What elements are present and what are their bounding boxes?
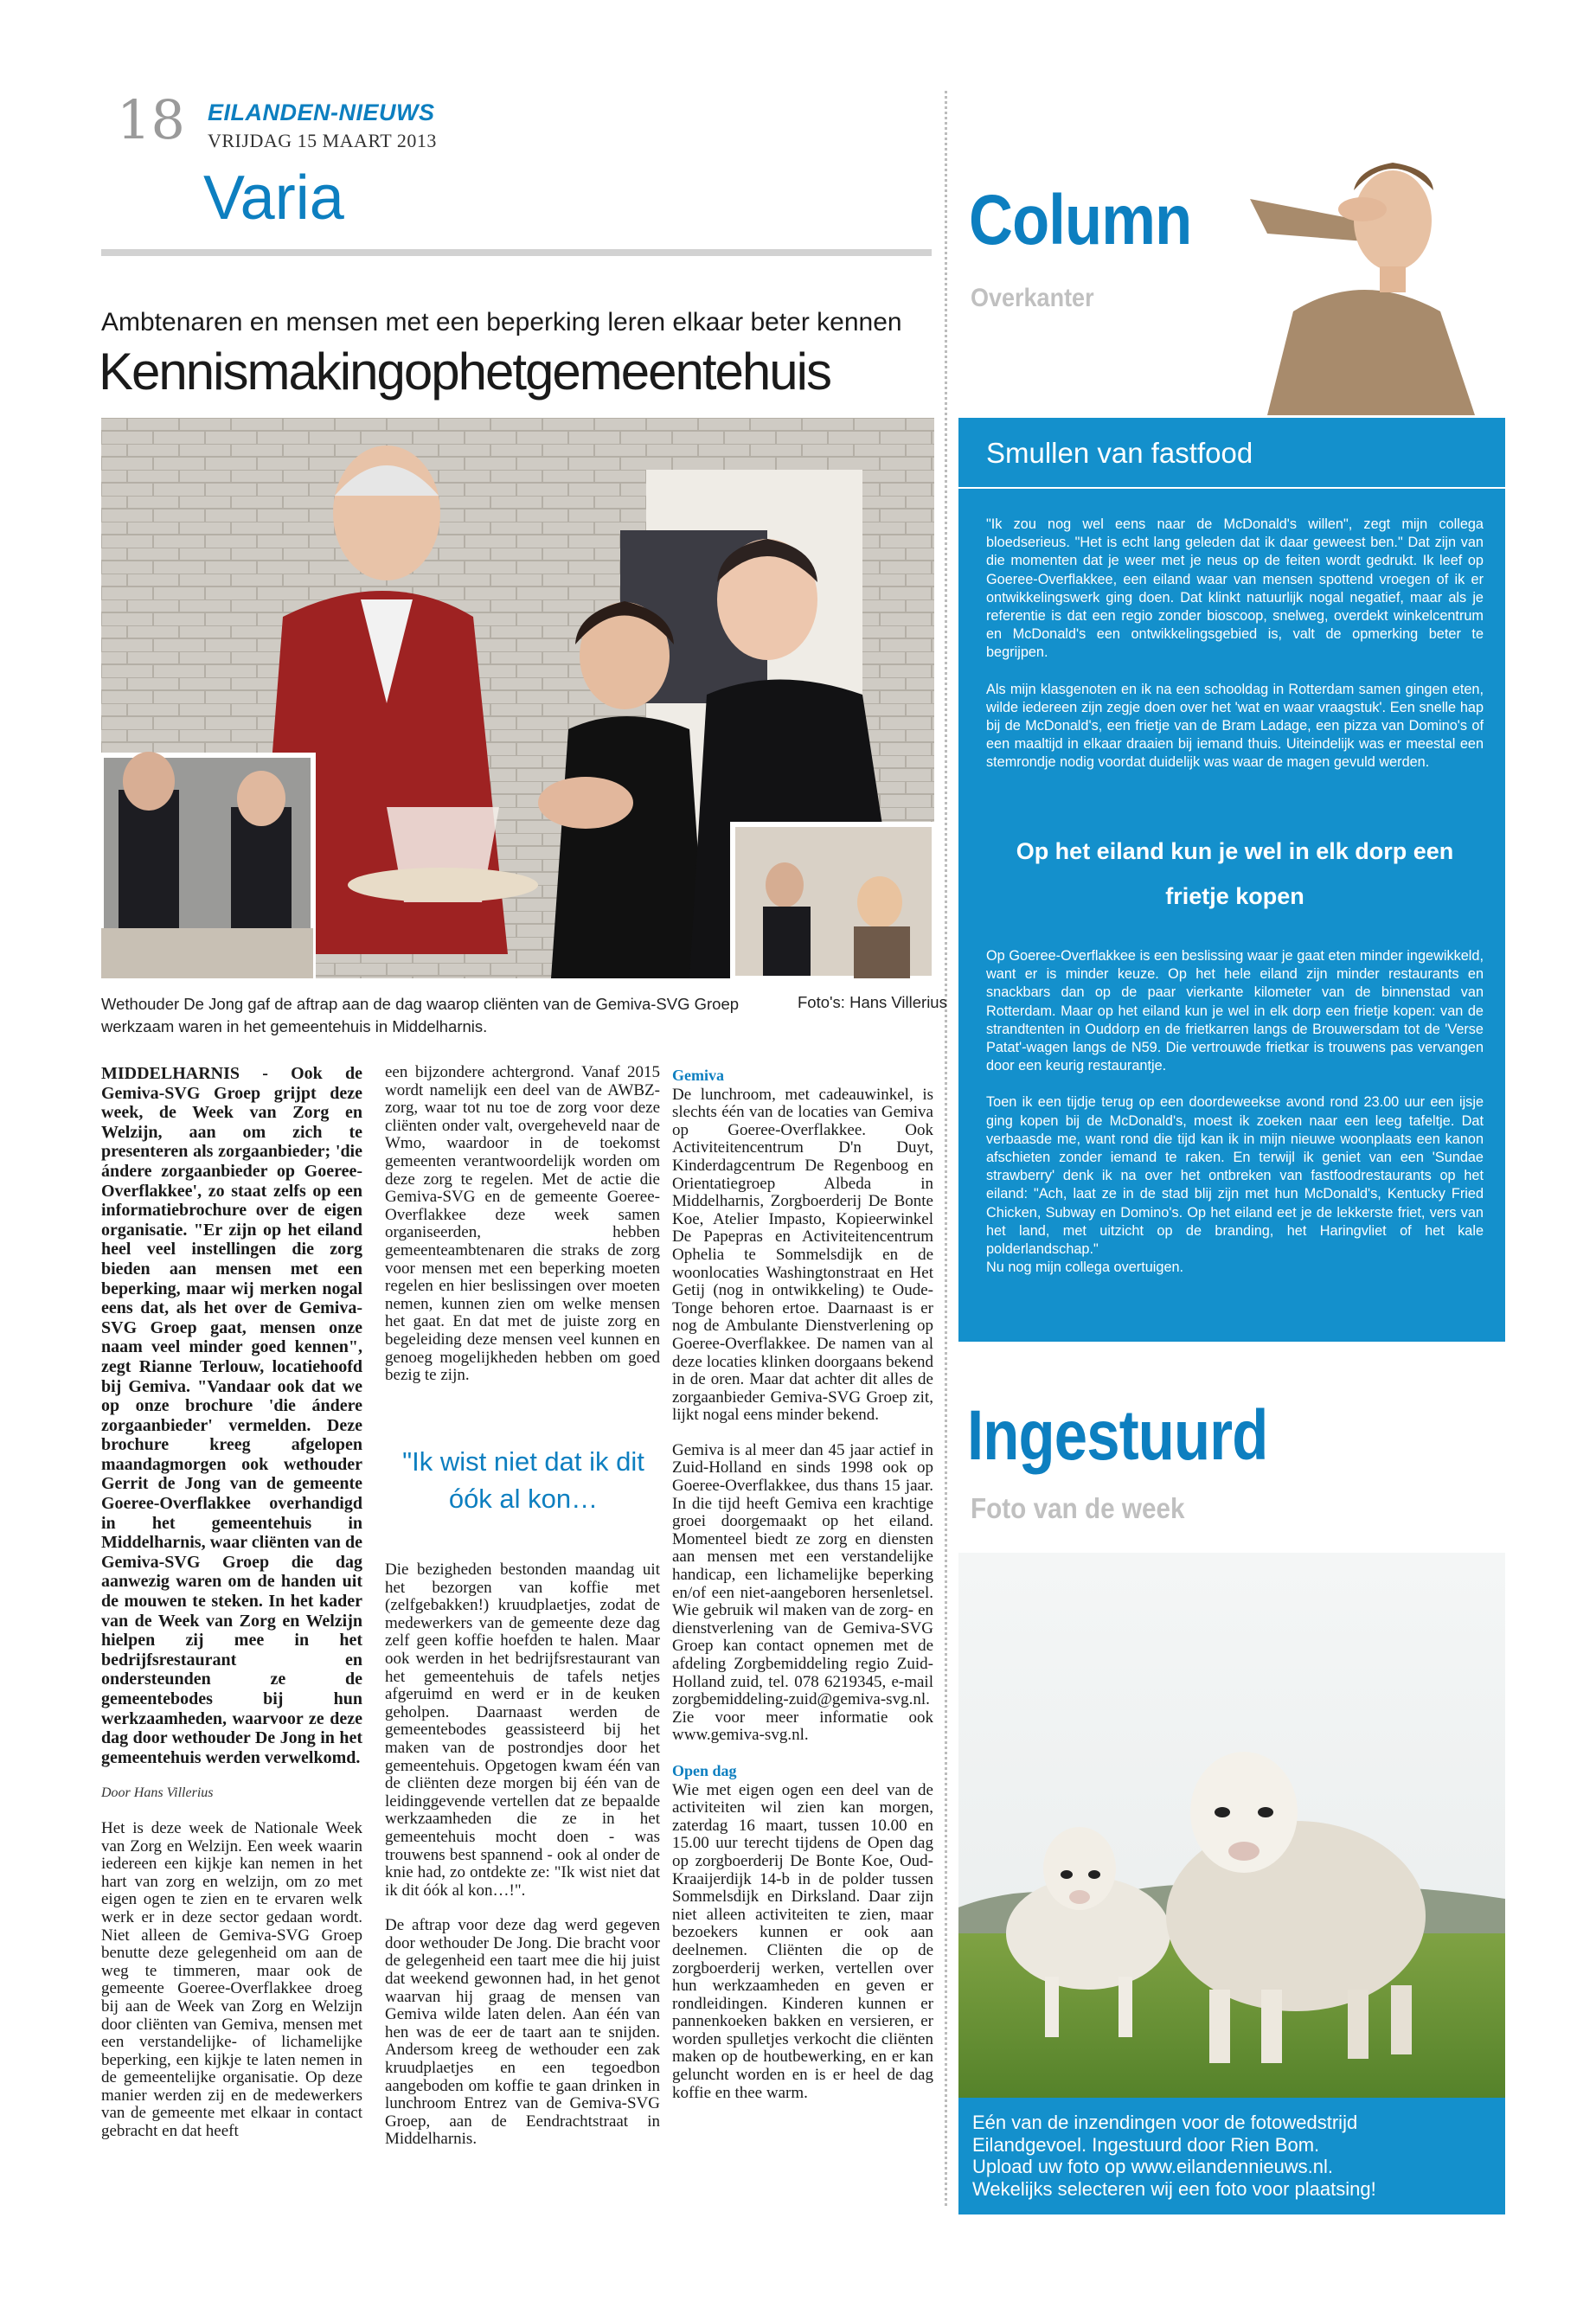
issue-date: VRIJDAG 15 MAART 2013 xyxy=(208,130,437,151)
article-paragraph: Het is deze week de Nationale Week van Zorg en Welzijn. Een week waarin iedereen een kijkje kan nemen in het hart van zorg en welzijn, om zo met eigen ogen te zien en te ervaren welk werk er in deze sector gedaan wordt. Niet alleen de Gemiva-SVG Groep benutte deze gelegenheid om aan de weg te timmeren, maar ook de gemeente Goeree-Overflakkee droeg bij aan de Week van Zorg en Welzijn door cliënten van Gemiva, mensen met een verstandelijke- of lichamelijke beperking, een kijkje te laten nemen in de gemeentelijke organisatie. Op deze manier werden zij en de medewerkers van de gemeente met elkaar in contact gebracht en dat heeft xyxy=(101,1818,362,2141)
article-headline: Kennismakingophetgemeentehuis xyxy=(99,343,830,401)
caption-line: Eén van de inzendingen voor de fotowedstrijd xyxy=(972,2112,1358,2133)
photo-caption: Wethouder De Jong gaf de aftrap aan de dag waarop cliënten van de Gemiva-SVG Groep werkzaam waren in het gemeentehuis in Middelharnis. xyxy=(101,995,740,1035)
columnist-portrait xyxy=(1233,138,1505,415)
caption-line: Wekelijks selecteren wij een foto voor plaatsing! xyxy=(972,2177,1376,2200)
column-paragraph: Op Goeree-Overflakkee is een beslissing waar je gaat eten minder ingewikkeld, want er is minder keuze. Op het hele eiland zijn minder restaurants en snackbars dan op de paar vierkante kilometer van de binnenstad van Rotterdam. Maar op het eiland kun je wel in elk dorp een frietje kopen: van de strandtenten in Ouddorp en de frietkarren langs de Brouwersdam tot de 'Verse Patat'-wagen langs de N59. Die vertrouwde frietkar is trouwens pas vervangen door een keurig restaurantje. xyxy=(986,948,1484,1074)
ingestuurd-subtitle: Foto van de week xyxy=(971,1492,1185,1524)
article-paragraph: Gemiva is al meer dan 45 jaar actief in Zuid-Holland en sinds 1998 ook op Goeree-Overflakkee, dus thans 15 jaar. In die tijd heeft Gemiva een krachtige groei doorgemaakt op het eiland. Momenteel biedt ze zorg en diensten aan mensen met een verstandelijke handicap, een lichamelijke beperking en/of een niet-aangeboren hersenletsel. Wie gebruik wil maken van de zorg- en dienstverlening van de Gemiva-SVG Groep kan contact opnemen met de afdeling Zorgbemiddeling regio Zuid-Holland zuid, tel. 078 6219345, e-mail zorgbemiddeling-zuid@gemiva-svg.nl. Zie voor meer informatie ook www.gemiva-svg.nl. xyxy=(672,1440,933,1745)
caption-line: Upload uw foto op www.eilandennieuws.nl. xyxy=(972,2156,1334,2177)
caption-line: Eilandgevoel. Ingestuurd door Rien Bom. xyxy=(972,2133,1320,2156)
page-number: 18 xyxy=(117,88,185,151)
handshake-photo-illustration xyxy=(101,418,934,978)
article-byline: Door Hans Villerius xyxy=(101,1785,214,1801)
photo-of-the-week-caption xyxy=(958,2098,1505,2214)
article-paragraph: De lunchroom, met cadeauwinkel, is slechts één van de locaties van Gemiva op Goeree-Overflakkee. Ook Activiteitencentrum D'n Duyt, Kinderdagcentrum De Regenboog en Orientatiegroep Albeda in Middelharnis, Zorgboerderij De Bonte Koe, Atelier Impasto, Kopieerwinkel De Papepras en Activiteitencentrum Ophelia te Sommelsdijk en de woonlocaties Washingtonstraat en Het Getij (nog in ontwikkeling) te Oude-Tonge behoren ertoe. Daarnaast is er nog de Ambulante Dienstverlening op Goeree-Overflakkee. De namen van al deze locaties klinken doorgaans bekend in de oren. Maar dat achter dit alles de zorgaanbieder Gemiva-SVG Groep zit, lijkt nogal eens minder bekend. xyxy=(672,1085,933,1425)
columnist-photo-illustration xyxy=(1233,138,1505,415)
newspaper-brand: EILANDEN-NIEUWS xyxy=(208,99,435,125)
photo-credit: Foto's: Hans Villerius xyxy=(798,993,947,1011)
column-box-rule xyxy=(958,487,1505,489)
article-column-1 xyxy=(101,1064,362,2158)
article-column-2-continued xyxy=(385,1561,660,2166)
ingestuurd-title: Ingestuurd xyxy=(967,1396,1268,1475)
column-paragraph: "Ik zou nog wel eens naar de McDonald's willen", zegt mijn collega bloedserieus. "Het is echt lang geleden dat ik daar geweest ben." Dat zijn van die momenten dat je weer met je neus op de feiten wordt gedrukt. Ik leef op Goeree-Overflakkee, een eiland waar van mensen spottend vroegen of ik er ontwikkelingswerk ging doen. Dat klinkt natuurlijk nogal negatief, maar als je referentie is dat een regio zonder bioscoop, snelweg, overdekt winkelcentrum en McDonald's een ontwikkelingsgebied is, valt de opmerking beter te begrijpen. xyxy=(986,516,1484,661)
section-title: Varia xyxy=(203,163,344,233)
article-paragraph: Wie met eigen ogen een deel van de activiteiten wil zien kan morgen, zaterdag 16 maart, tussen 10.00 en 15.00 uur terecht tijdens de Open dag op zorgboerderij De Bonte Koe, Oud-Kraaijerdijk 14-b in de polder tussen Sommelsdijk en Dirksland. Daar zijn niet alleen activiteiten te zien, maar bezoekers kunnen er ook aan deelnemen. Cliënten die op de zorgboerderij werken, vertellen over hun werkzaamheden en geven er rondleidingen. Kinderen kunnen er pannenkoeken bakken en versieren, er worden spulletjes verkocht die cliënten maken op de houtbewerking, en er kan geluncht worden en is er heel de dag koffie en thee warm. xyxy=(672,1780,933,2102)
section-rule xyxy=(101,249,932,256)
article-paragraph: een bijzondere achtergrond. Vanaf 2015 wordt namelijk een deel van de AWBZ-zorg, waar tot nu toe de zorg voor deze cliënten onder valt, overgeheveld naar de Wmo, waardoor in de toekomst gemeenten verantwoordelijk worden om deze zorg te regelen. Met de actie die Gemiva-SVG en de gemeente Goeree-Overflakkee deze week samen organiseerden, hebben gemeenteambtenaren die straks de zorg voor mensen met een beperking moeten regelen en hier beslissingen over moeten nemen, kunnen zien om welke mensen het gaat. En dat met de juiste zorg en begeleiding deze mensen veel kunnen en genoeg mogelijkheden hebben om goed bezig te zijn. xyxy=(385,1063,660,1385)
subhead-open-dag: Open dag xyxy=(672,1761,737,1779)
column-paragraph: Nu nog mijn collega overtuigen. xyxy=(986,1259,1184,1276)
article-lead: MIDDELHARNIS - Ook de Gemiva-SVG Groep grijpt deze week, de Week van Zorg en Welzijn, aan om zich te presenteren als zorgaanbieder; 'die ándere zorgaanbieder op Goeree-Overflakkee', zo staat zelfs op een informatiebrochure over de eigen organisatie. "Er zijn op het eiland heel veel instellingen die zorg bieden aan mensen met een beperking, maar wij merken nogal eens dat, als het over de Gemiva-SVG Groep gaat, mensen onze naam veel minder goed kennen", zegt Rianne Terlouw, locatiehoofd bij Gemiva. "Vandaar ook dat we op onze brochure 'die ándere zorgaanbieder' vermelden. Deze brochure kreeg afgelopen maandagmorgen ook wethouder Gerrit de Jong van de gemeente Goeree-Overflakkee overhandigd in het gemeentehuis in Middelharnis, waar cliënten van de Gemiva-SVG Groep die dag aanwezig waren om de handen uit de mouwen te steken. In het kader van de Week van Zorg en Welzijn hielpen zij mee in het bedrijfsrestaurant en ondersteunden ze de gemeentebodes bij hun werkzaamheden, waarvoor ze deze dag door wethouder De Jong in het gemeentehuis werden verwelkomd. xyxy=(101,1064,362,1767)
subhead-gemiva: Gemiva xyxy=(672,1067,724,1084)
column-paragraph: Toen ik een tijdje terug op een doordeweekse avond rond 23.00 uur een ijsje ging kopen bij de McDonald's, moest ik zoeken naar een leeg tafeltje. Dat verbaasde me, want rond die tijd kan ik in mijn nieuwe woonplaats een kanon afschieten zonder iemand te raken. En terwijl ik geniet van een 'Sundae strawberry' denk ik na over het ontbreken van fastfoodrestaurants op het eiland: "Ach, laat ze in de stad blij zijn met hun McDonald's, Kentucky Fried Chicken, Subway en Domino's. Op het eiland eet je de lekkerste friet, vers van het land, met uitzicht op de branding, het Haringvliet of het kale polderlandschap." xyxy=(986,1094,1484,1258)
column-box xyxy=(958,418,1505,1342)
article-photo xyxy=(101,418,934,978)
column-box-title: Smullen van fastfood xyxy=(986,437,1253,469)
column-paragraph: Als mijn klasgenoten en ik na een schooldag in Rotterdam samen gingen eten, wilde iedereen zijn zegje doen over het 'wat en waar vraagstuk'. Een snelle hap bij de McDonald's, een frietje van de Bram Ladage, een pizza van Domino's of een maaltijd in elkaar draaien bij iemand thuis. Uiteindelijk was er meestal een stemrondje nodig voordat duidelijk was waar de magen gevuld werden. xyxy=(986,681,1484,771)
column-quote: Op het eiland kun je wel in elk dorp een frietje kopen xyxy=(1016,838,1454,909)
column-text-bottom xyxy=(986,947,1484,1295)
photo-of-the-week xyxy=(958,1553,1505,2098)
column-text-top xyxy=(986,516,1484,791)
column-separator xyxy=(945,91,947,2206)
article-column-3 xyxy=(672,1067,933,2119)
article-paragraph: Die bezigheden bestonden maandag uit het bezorgen van koffie met (zelfgebakken!) kruudplaetjes, zodat de medewerkers van de gemeente deze dag zelf geen koffie hoefden te halen. Maar ook werden in het bedrijfsrestaurant van het gemeentehuis de tafels netjes afgeruimd en werd er in de keuken geholpen. Daarnaast werden de gemeentebodes geassisteerd bij het maken van de postrondjes door het gemeentehuis. Opgetogen kwam één van de cliënten deze morgen bij één van de leidinggevende vertellen dat ze bepaalde werkzaamheden die ze in het gemeentehuis mocht doen - was trouwens best spannend - ook al onder de knie had, zo ontdekte ze: "Ik wist niet dat ik dit óók al kon…!". xyxy=(385,1561,660,1900)
sheep-photo-illustration xyxy=(958,1553,1505,2098)
article-kicker: Ambtenaren en mensen met een beperking leren elkaar beter kennen xyxy=(101,308,902,336)
pull-quote: "Ik wist niet dat ik dit óók al kon… xyxy=(402,1446,644,1514)
column-subtitle: Overkanter xyxy=(971,284,1094,312)
column-title: Column xyxy=(969,181,1192,260)
article-column-2 xyxy=(385,1064,660,1402)
article-paragraph: De aftrap voor deze dag werd gegeven door wethouder De Jong. Die bracht voor de gelegenheid een taart mee die hij juist dat weekend gewonnen had, in het genot waarvan hij graag de mensen van Gemiva wilde laten delen. Aan één van hen was de eer de taart aan te snijden. Andersom kreeg de wethouder een zak kruudplaetjes en een tegoedbon aangeboden om koffie te gaan drinken in lunchroom Entrez van de Gemiva-SVG Groep, aan de Eendrachtstraat in Middelharnis. xyxy=(385,1916,660,2149)
